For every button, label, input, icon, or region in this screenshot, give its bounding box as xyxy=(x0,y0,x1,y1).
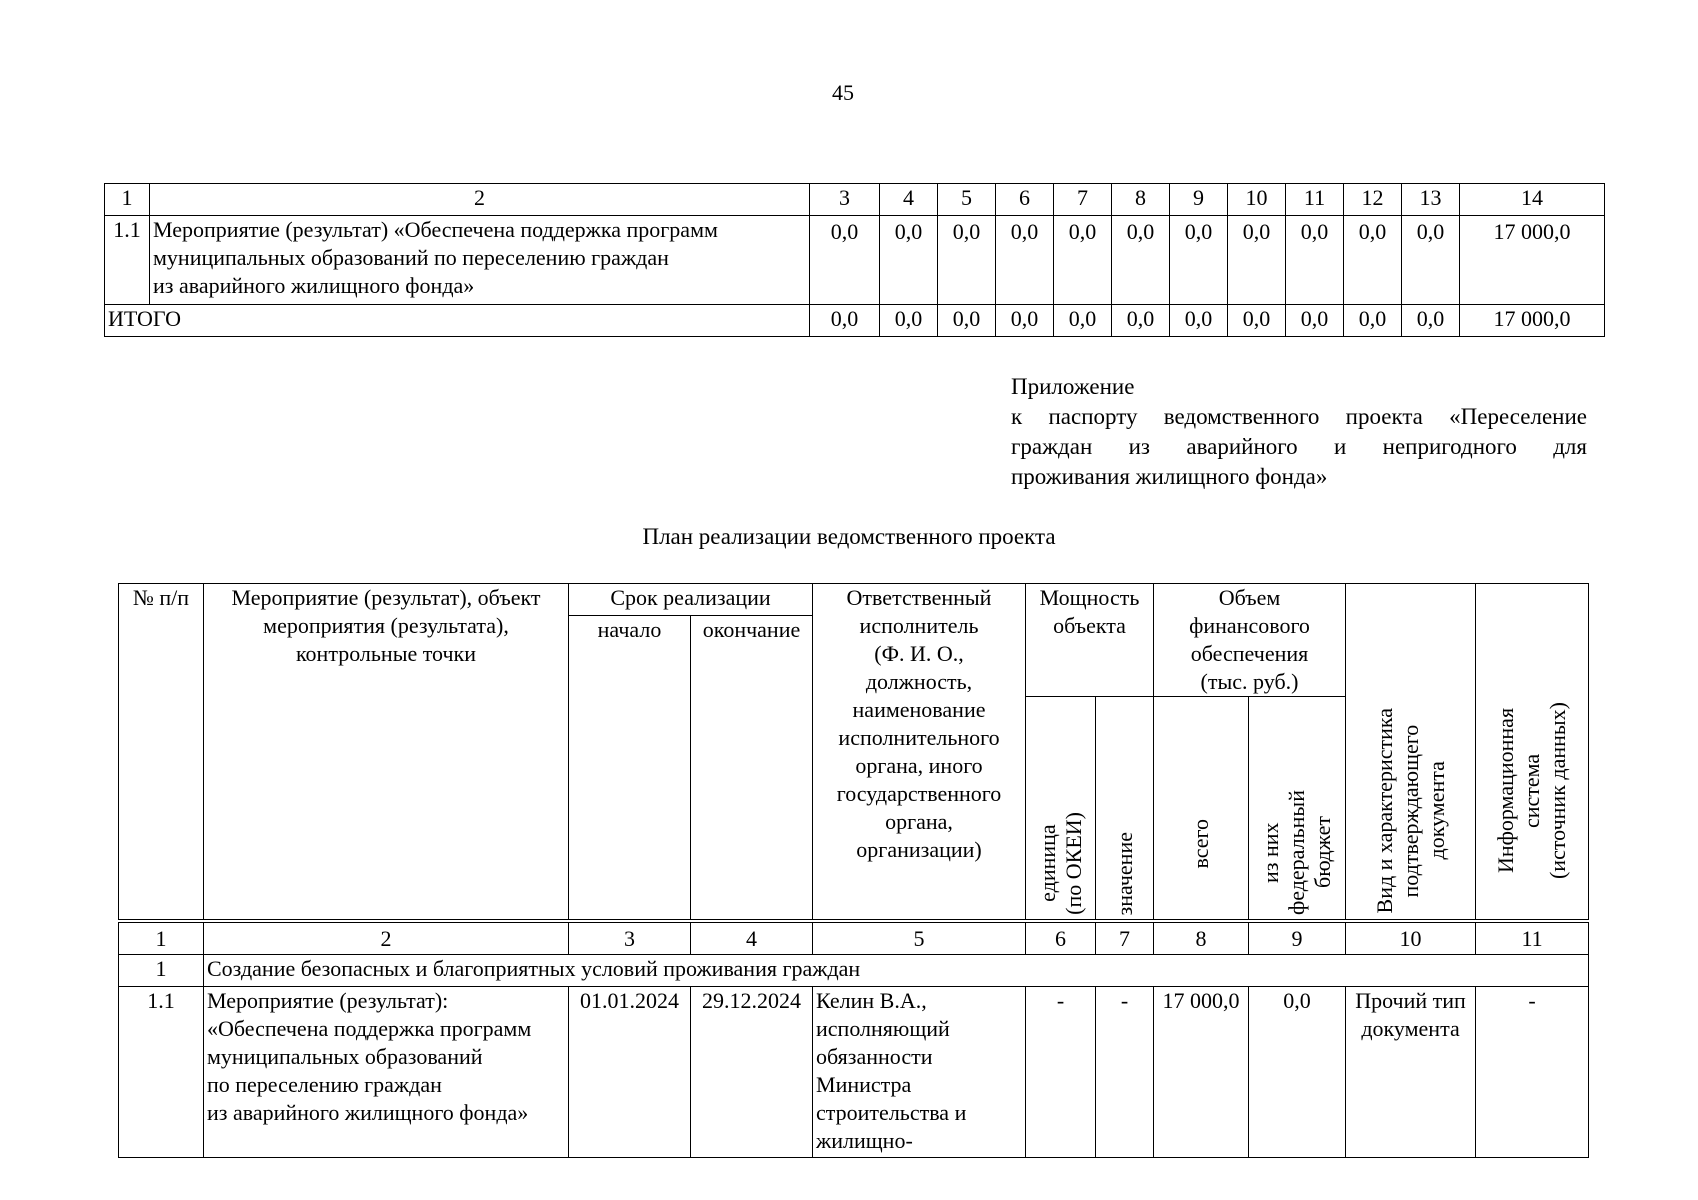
header-line: обеспечения xyxy=(1190,641,1309,666)
description-line: из аварийного жилищного фонда» xyxy=(153,273,475,298)
column-number: 7 xyxy=(1096,921,1154,955)
header-event xyxy=(204,584,569,922)
item-federal: 0,0 xyxy=(1249,987,1346,1158)
section-number: 1 xyxy=(119,955,204,987)
total-value-cell: 0,0 xyxy=(1228,305,1286,337)
value-cell: 0,0 xyxy=(996,216,1054,305)
header-line: федеральный xyxy=(1284,790,1310,915)
header-total xyxy=(1154,697,1249,922)
document-line: документа xyxy=(1361,1016,1460,1041)
header-finance xyxy=(1154,584,1346,697)
responsible-line: строительства и xyxy=(816,1100,967,1125)
header-line: контрольные точки xyxy=(295,641,477,666)
responsible-line: жилищно- xyxy=(816,1128,913,1153)
appendix-line: проживания жилищного фонда» xyxy=(1011,464,1328,489)
header-line: бюджет xyxy=(1310,816,1336,889)
value-cell: 0,0 xyxy=(880,216,938,305)
event-line: муниципальных образований xyxy=(207,1044,483,1069)
header-line: должность, xyxy=(865,669,973,694)
header-term: Срок реализации xyxy=(569,584,813,616)
plan-table xyxy=(118,583,1589,1158)
total-value-cell: 0,0 xyxy=(810,305,880,337)
column-number: 3 xyxy=(569,921,691,955)
total-value-cell: 0,0 xyxy=(880,305,938,337)
header-line: объекта xyxy=(1053,613,1126,638)
header-line: Вид и характеристика xyxy=(1371,707,1397,913)
plan-title: План реализации ведомственного проекта xyxy=(642,524,1056,549)
appendix-line: к паспорту ведомственного проекта «Переселение xyxy=(1011,404,1587,429)
value-cell: 0,0 xyxy=(1228,216,1286,305)
header-cell: 2 xyxy=(150,184,810,216)
header-cell: 3 xyxy=(810,184,880,216)
item-number: 1.1 xyxy=(119,987,204,1158)
header-line: (по ОКЕИ) xyxy=(1060,812,1086,915)
value-cell: 0,0 xyxy=(1170,216,1228,305)
header-cell: 5 xyxy=(938,184,996,216)
item-start-date: 01.01.2024 xyxy=(569,987,691,1158)
item-event xyxy=(204,987,569,1158)
header-line: наименование xyxy=(852,697,986,722)
header-cell: 12 xyxy=(1344,184,1402,216)
appendix-line: граждан из аварийного и непригодного для xyxy=(1011,434,1587,459)
responsible-line: исполняющий xyxy=(816,1016,950,1041)
header-cell: 9 xyxy=(1170,184,1228,216)
appendix-heading: Приложение xyxy=(1011,374,1135,399)
total-label: ИТОГО xyxy=(105,305,810,337)
row-number: 1.1 xyxy=(105,216,150,305)
header-start: начало xyxy=(569,616,691,922)
header-line: Ответственный xyxy=(846,585,992,610)
item-info-system: - xyxy=(1476,987,1589,1158)
table-row xyxy=(119,987,1589,1158)
item-responsible xyxy=(813,987,1026,1158)
header-cell: 10 xyxy=(1228,184,1286,216)
description-line: муниципальных образований по переселению граждан xyxy=(153,245,669,270)
header-line: финансового xyxy=(1189,613,1310,638)
row-description xyxy=(150,216,810,305)
header-unit xyxy=(1026,697,1096,922)
header-line: документа xyxy=(1423,761,1449,860)
document-line: Прочий тип xyxy=(1355,988,1466,1013)
header-line: Мощность xyxy=(1039,585,1140,610)
column-number: 4 xyxy=(691,921,813,955)
value-cell: 0,0 xyxy=(1402,216,1460,305)
section-title: Создание безопасных и благоприятных условий проживания граждан xyxy=(204,955,1589,987)
header-line: организации) xyxy=(856,837,982,862)
header-num: № п/п xyxy=(119,584,204,922)
header-line: из них xyxy=(1258,822,1284,883)
financing-table xyxy=(104,183,1605,337)
column-number: 9 xyxy=(1249,921,1346,955)
item-end-date: 29.12.2024 xyxy=(691,987,813,1158)
event-line: из аварийного жилищного фонда» xyxy=(207,1100,529,1125)
table-header-row xyxy=(105,184,1605,216)
table-row xyxy=(105,216,1605,305)
header-line: (источник данных) xyxy=(1545,701,1571,879)
column-number: 10 xyxy=(1346,921,1476,955)
responsible-line: Келин В.А., xyxy=(816,988,927,1013)
event-line: Мероприятие (результат): xyxy=(207,988,449,1013)
item-value: - xyxy=(1096,987,1154,1158)
header-line: органа, иного xyxy=(855,753,983,778)
header-line: (тыс. руб.) xyxy=(1200,669,1299,694)
header-line: Объем xyxy=(1218,585,1281,610)
column-number-row xyxy=(119,921,1589,955)
value-cell: 0,0 xyxy=(1344,216,1402,305)
header-cell: 6 xyxy=(996,184,1054,216)
description-line: Мероприятие (результат) «Обеспечена поддержка программ xyxy=(153,217,718,242)
header-line: подтверждающего xyxy=(1397,723,1423,897)
page-number: 45 xyxy=(832,80,854,105)
header-cell: 7 xyxy=(1054,184,1112,216)
column-number: 2 xyxy=(204,921,569,955)
total-value-cell: 0,0 xyxy=(996,305,1054,337)
header-line: государственного xyxy=(836,781,1002,806)
header-cell: 4 xyxy=(880,184,938,216)
appendix-note xyxy=(1011,372,1587,492)
value-cell: 0,0 xyxy=(938,216,996,305)
total-value-cell: 0,0 xyxy=(1286,305,1344,337)
column-number: 8 xyxy=(1154,921,1249,955)
header-cell: 11 xyxy=(1286,184,1344,216)
total-row xyxy=(105,305,1605,337)
header-cell: 8 xyxy=(1112,184,1170,216)
total-value-cell: 0,0 xyxy=(1344,305,1402,337)
total-value-cell: 0,0 xyxy=(1402,305,1460,337)
header-line: Мероприятие (результат), объект xyxy=(231,585,541,610)
header-cell: 1 xyxy=(105,184,150,216)
column-number: 11 xyxy=(1476,921,1589,955)
header-capacity xyxy=(1026,584,1154,697)
value-cell: 0,0 xyxy=(1054,216,1112,305)
header-line: всего xyxy=(1188,819,1214,869)
header-line: система xyxy=(1519,753,1545,828)
header-line: (Ф. И. О., xyxy=(874,641,964,666)
header-info-system xyxy=(1476,584,1589,922)
header-value xyxy=(1096,697,1154,922)
header-cell: 13 xyxy=(1402,184,1460,216)
total-value-cell: 0,0 xyxy=(1112,305,1170,337)
column-number: 6 xyxy=(1026,921,1096,955)
item-document xyxy=(1346,987,1476,1158)
header-line: исполнитель xyxy=(859,613,979,638)
header-cell: 14 xyxy=(1460,184,1605,216)
header-line: единица xyxy=(1034,824,1060,903)
value-cell: 0,0 xyxy=(810,216,880,305)
header-line: мероприятия (результата), xyxy=(263,613,509,638)
item-unit: - xyxy=(1026,987,1096,1158)
total-value-cell: 17 000,0 xyxy=(1460,305,1605,337)
column-number: 1 xyxy=(119,921,204,955)
event-line: по переселению граждан xyxy=(207,1072,442,1097)
header-line: Информационная xyxy=(1493,707,1519,874)
header-row xyxy=(119,584,1589,616)
event-line: «Обеспечена поддержка программ xyxy=(207,1016,532,1041)
responsible-line: обязанности xyxy=(816,1044,933,1069)
total-value-cell: 0,0 xyxy=(1170,305,1228,337)
header-line: исполнительного xyxy=(838,725,1000,750)
total-value-cell: 0,0 xyxy=(938,305,996,337)
value-cell: 17 000,0 xyxy=(1460,216,1605,305)
header-end: окончание xyxy=(691,616,813,922)
header-line: органа, xyxy=(885,809,953,834)
header-line: значение xyxy=(1111,831,1137,915)
header-responsible xyxy=(813,584,1026,922)
value-cell: 0,0 xyxy=(1286,216,1344,305)
column-number: 5 xyxy=(813,921,1026,955)
header-document xyxy=(1346,584,1476,922)
header-federal xyxy=(1249,697,1346,922)
total-value-cell: 0,0 xyxy=(1054,305,1112,337)
responsible-line: Министра xyxy=(816,1072,912,1097)
item-total: 17 000,0 xyxy=(1154,987,1249,1158)
section-row xyxy=(119,955,1589,987)
value-cell: 0,0 xyxy=(1112,216,1170,305)
